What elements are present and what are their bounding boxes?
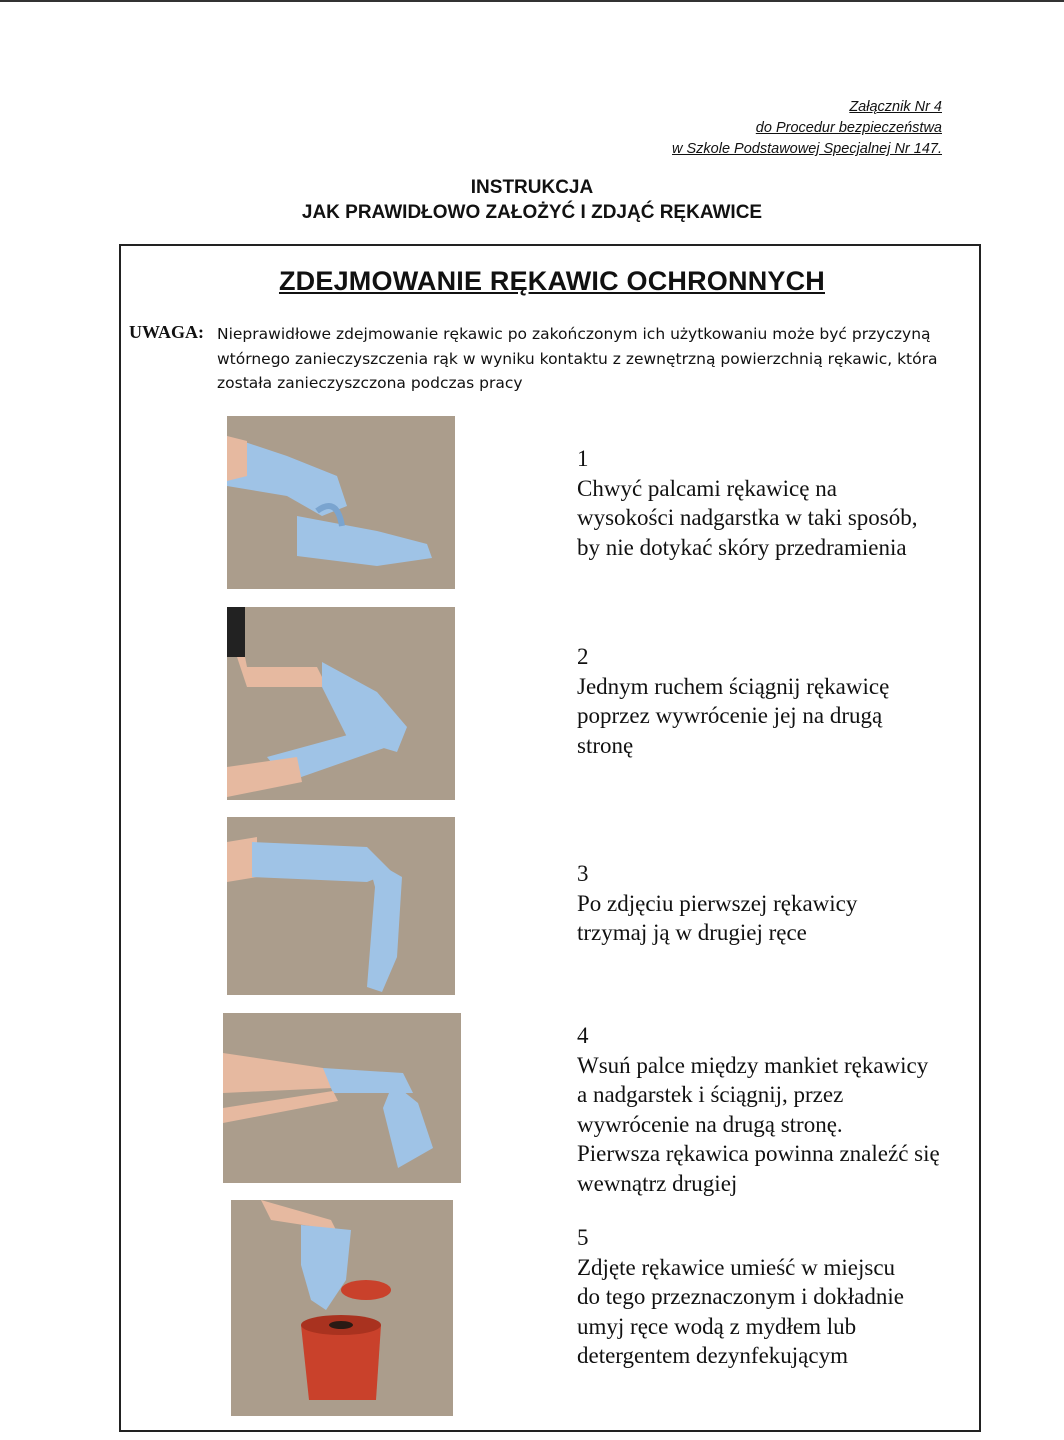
top-border-line <box>0 0 1064 2</box>
annex-reference <box>672 97 942 160</box>
annex-line-3: w Szkole Podstawowej Specjalnej Nr 147. <box>672 141 942 157</box>
step-2-number: 2 <box>577 644 589 669</box>
step-2-photo <box>227 607 455 800</box>
step-4-number: 4 <box>577 1023 589 1048</box>
annex-line-2: do Procedur bezpieczeństwa <box>755 120 942 136</box>
step-5-text: Zdjęte rękawice umieść w miejscu do tego przeznaczonym i dokładnie umyj ręce wodą z mydłem lub detergentem dezynfekującym <box>577 1254 904 1368</box>
step-1-photo <box>227 416 455 589</box>
step-3-number: 3 <box>577 861 589 886</box>
step-1 <box>577 444 987 562</box>
step-1-number: 1 <box>577 446 589 471</box>
step-3 <box>577 859 987 948</box>
annex-line-1: Załącznik Nr 4 <box>849 99 942 115</box>
warning-label: UWAGA: <box>129 322 204 342</box>
step-2-text: Jednym ruchem ściągnij rękawicę poprzez wywrócenie jej na drugą stronę <box>577 673 890 758</box>
step-1-text: Chwyć palcami rękawicę na wysokości nadgarstka w taki sposób, by nie dotykać skóry przedramienia <box>577 475 918 560</box>
step-5-photo <box>231 1200 453 1416</box>
document-title-line-1: INSTRUKCJA <box>470 177 594 198</box>
step-3-text: Po zdjęciu pierwszej rękawicy trzymaj ją w drugiej ręce <box>577 890 858 945</box>
instruction-frame <box>119 244 981 1432</box>
step-2 <box>577 642 987 760</box>
step-5-number: 5 <box>577 1225 589 1250</box>
step-5 <box>577 1223 987 1371</box>
step-4-photo <box>223 1013 461 1183</box>
document-title-line-2: JAK PRAWIDŁOWO ZAŁOŻYĆ I ZDJĄĆ RĘKAWICE <box>301 202 763 223</box>
section-heading: ZDEJMOWANIE RĘKAWIC OCHRONNYCH <box>278 266 825 296</box>
warning-text: Nieprawidłowe zdejmowanie rękawic po zakończonym ich użytkowaniu może być przyczyną wtórnego zanieczyszczenia rąk w wyniku kontaktu z zewnętrzną powierzchnią rękawic, która została zanieczyszczona podczas pracy <box>217 325 938 392</box>
step-4-text: Wsuń palce między mankiet rękawicy a nadgarstek i ściągnij, przez wywrócenie na drugą stronę. Pierwsza rękawica powinna znaleźć się wewnątrz drugiej <box>577 1052 940 1196</box>
step-4 <box>577 1021 987 1198</box>
step-3-photo <box>227 817 455 995</box>
